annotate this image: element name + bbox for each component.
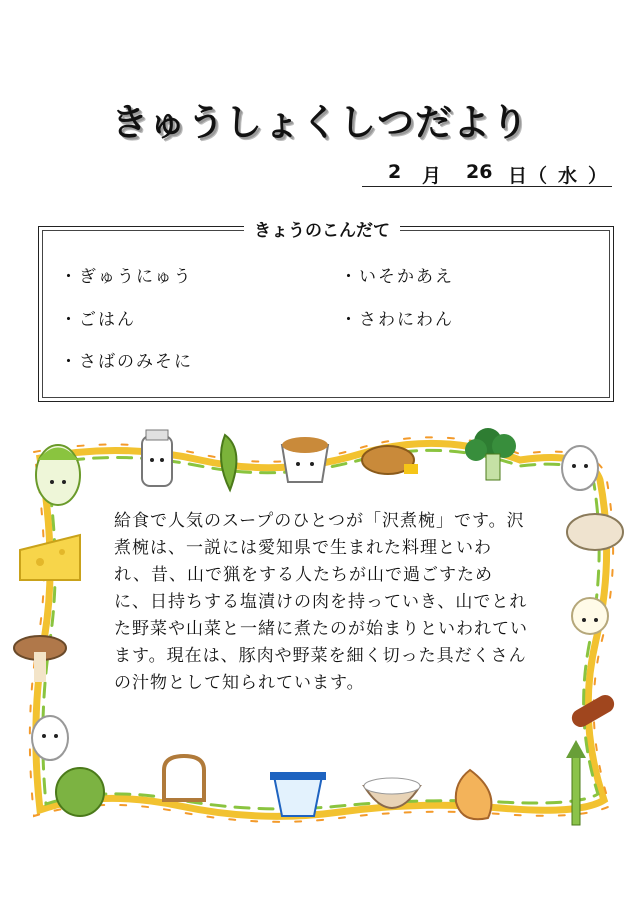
- milk-bottle-icon: [142, 430, 172, 486]
- clam-icon: [567, 514, 623, 550]
- menu-item: ・いそかあえ: [340, 267, 454, 287]
- date-line: [362, 160, 612, 187]
- mushroom-icon: [14, 636, 66, 682]
- napa-cabbage-icon: [36, 445, 80, 505]
- okra-icon: [221, 435, 236, 490]
- page-title: きゅうしょくしつだより: [111, 101, 529, 144]
- toast-icon: [164, 756, 204, 800]
- yogurt-icon: [270, 772, 326, 816]
- article-text: 給食で人気のスープのひとつが「沢煮椀」です。沢煮椀は、一説には愛知県で生まれた料理といわれ、昔、山で猟をする人たちが山で過ごすために、日持ちする塩漬けの肉を持っていき、山でとれた野菜や山菜と一緒に煮たのが始まりといわれています。現在は、豚肉や野菜を細く切った具だくさんの汁物として知られています。: [114, 511, 528, 693]
- date-weekday: 水: [558, 165, 578, 187]
- menu-item: ・ごはん: [60, 310, 136, 330]
- cauliflower-icon: [572, 598, 608, 634]
- quail-egg-icon: [32, 716, 68, 760]
- menu-heading: きょうのこんだて: [244, 216, 400, 241]
- natto-icon: [282, 437, 328, 482]
- date-month: 2: [388, 161, 402, 183]
- date-paren-open: （: [528, 165, 548, 187]
- egg-icon: [562, 446, 598, 490]
- cheese-icon: [20, 535, 80, 580]
- broccoli-icon: [465, 428, 516, 480]
- date-day: 26: [466, 161, 493, 183]
- sausage-icon: [569, 692, 618, 731]
- menu-item: ・ぎゅうにゅう: [60, 267, 193, 287]
- date-month-unit: 月: [422, 165, 442, 187]
- menu-item: ・さばのみそに: [60, 352, 193, 372]
- cabbage-icon: [56, 768, 104, 816]
- menu-item: ・さわにわん: [340, 310, 454, 330]
- onion-icon: [456, 770, 492, 819]
- date-paren-close: ）: [588, 165, 608, 187]
- date-day-unit: 日: [508, 165, 528, 187]
